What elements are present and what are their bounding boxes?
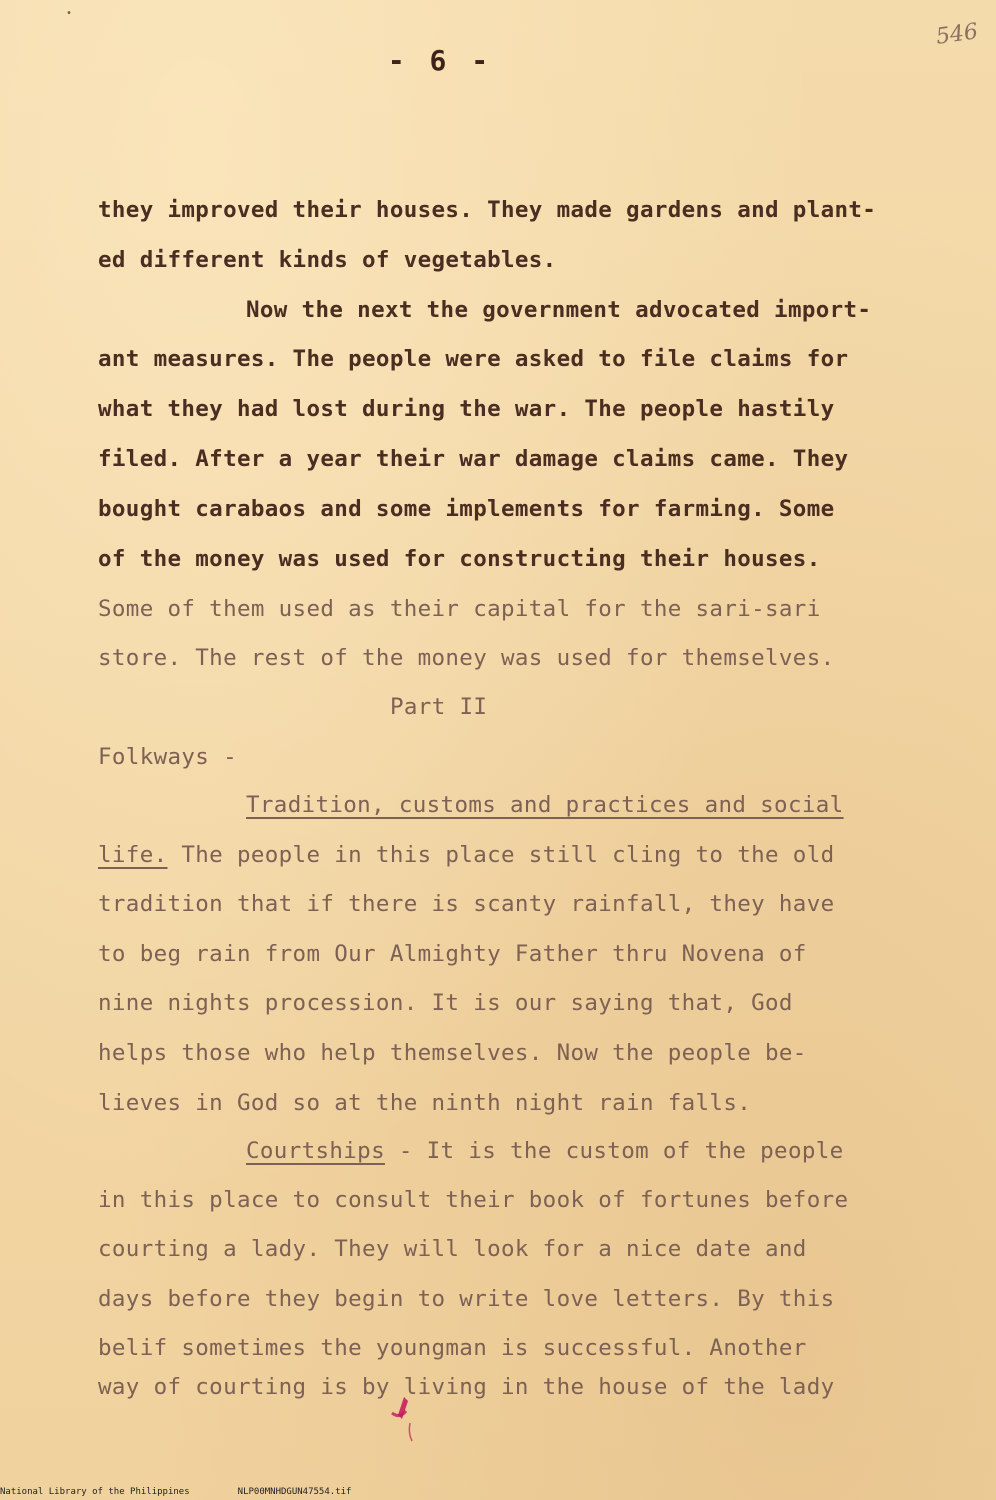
courtships-heading: Courtships [246,1138,385,1164]
body-line: bought carabaos and some implements for farming. Some [98,496,835,522]
topic-heading-continued: life. [98,842,168,868]
body-line: Now the next the government advocated import- [246,297,872,323]
body-line: tradition that if there is scanty rainfall, they have [98,891,835,917]
body-line: of the money was used for constructing their houses. [98,546,821,572]
page-number: - 6 - [387,44,493,77]
archive-footer [0,1487,399,1497]
handwritten-page-number: 546 [934,19,980,50]
body-line: in this place to consult their book of fortunes before [98,1187,849,1213]
body-line: belif sometimes the youngman is successful. Another [98,1335,807,1361]
footer-source: National Library of the Philippines [0,1487,190,1497]
body-line: nine nights procession. It is our saying that, God [98,990,793,1016]
footer-file: NLP00MNHDGUN47554.tif [237,1487,352,1497]
body-line: what they had lost during the war. The people hastily [98,396,835,422]
topic-heading: Tradition, customs and practices and social [246,792,844,818]
body-text: The people in this place still cling to the old [167,842,835,868]
body-line: filed. After a year their war damage claims came. They [98,446,849,472]
body-line: ed different kinds of vegetables. [98,247,557,273]
body-line: store. The rest of the money was used for themselves. [98,645,835,671]
body-line: way of courting is by living in the house of the lady [98,1374,835,1400]
body-line: to beg rain from Our Almighty Father thru Novena of [98,941,807,967]
ink-stamp-mark [380,1385,420,1445]
body-line: days before they begin to write love letters. By this [98,1286,835,1312]
body-line [98,842,835,868]
body-line: they improved their houses. They made gardens and plant- [98,197,877,223]
corner-mark: • [66,8,73,19]
section-heading: Part II [390,694,488,720]
body-line: lieves in God so at the ninth night rain falls. [98,1090,752,1116]
body-line: courting a lady. They will look for a nice date and [98,1236,807,1262]
body-line: Some of them used as their capital for the sari-sari [98,596,821,622]
body-line [246,1138,844,1164]
body-line: helps those who help themselves. Now the people be- [98,1040,807,1066]
subsection-heading: Folkways - [98,744,237,770]
body-line: ant measures. The people were asked to file claims for [98,346,849,372]
body-text: - It is the custom of the people [384,1138,844,1164]
